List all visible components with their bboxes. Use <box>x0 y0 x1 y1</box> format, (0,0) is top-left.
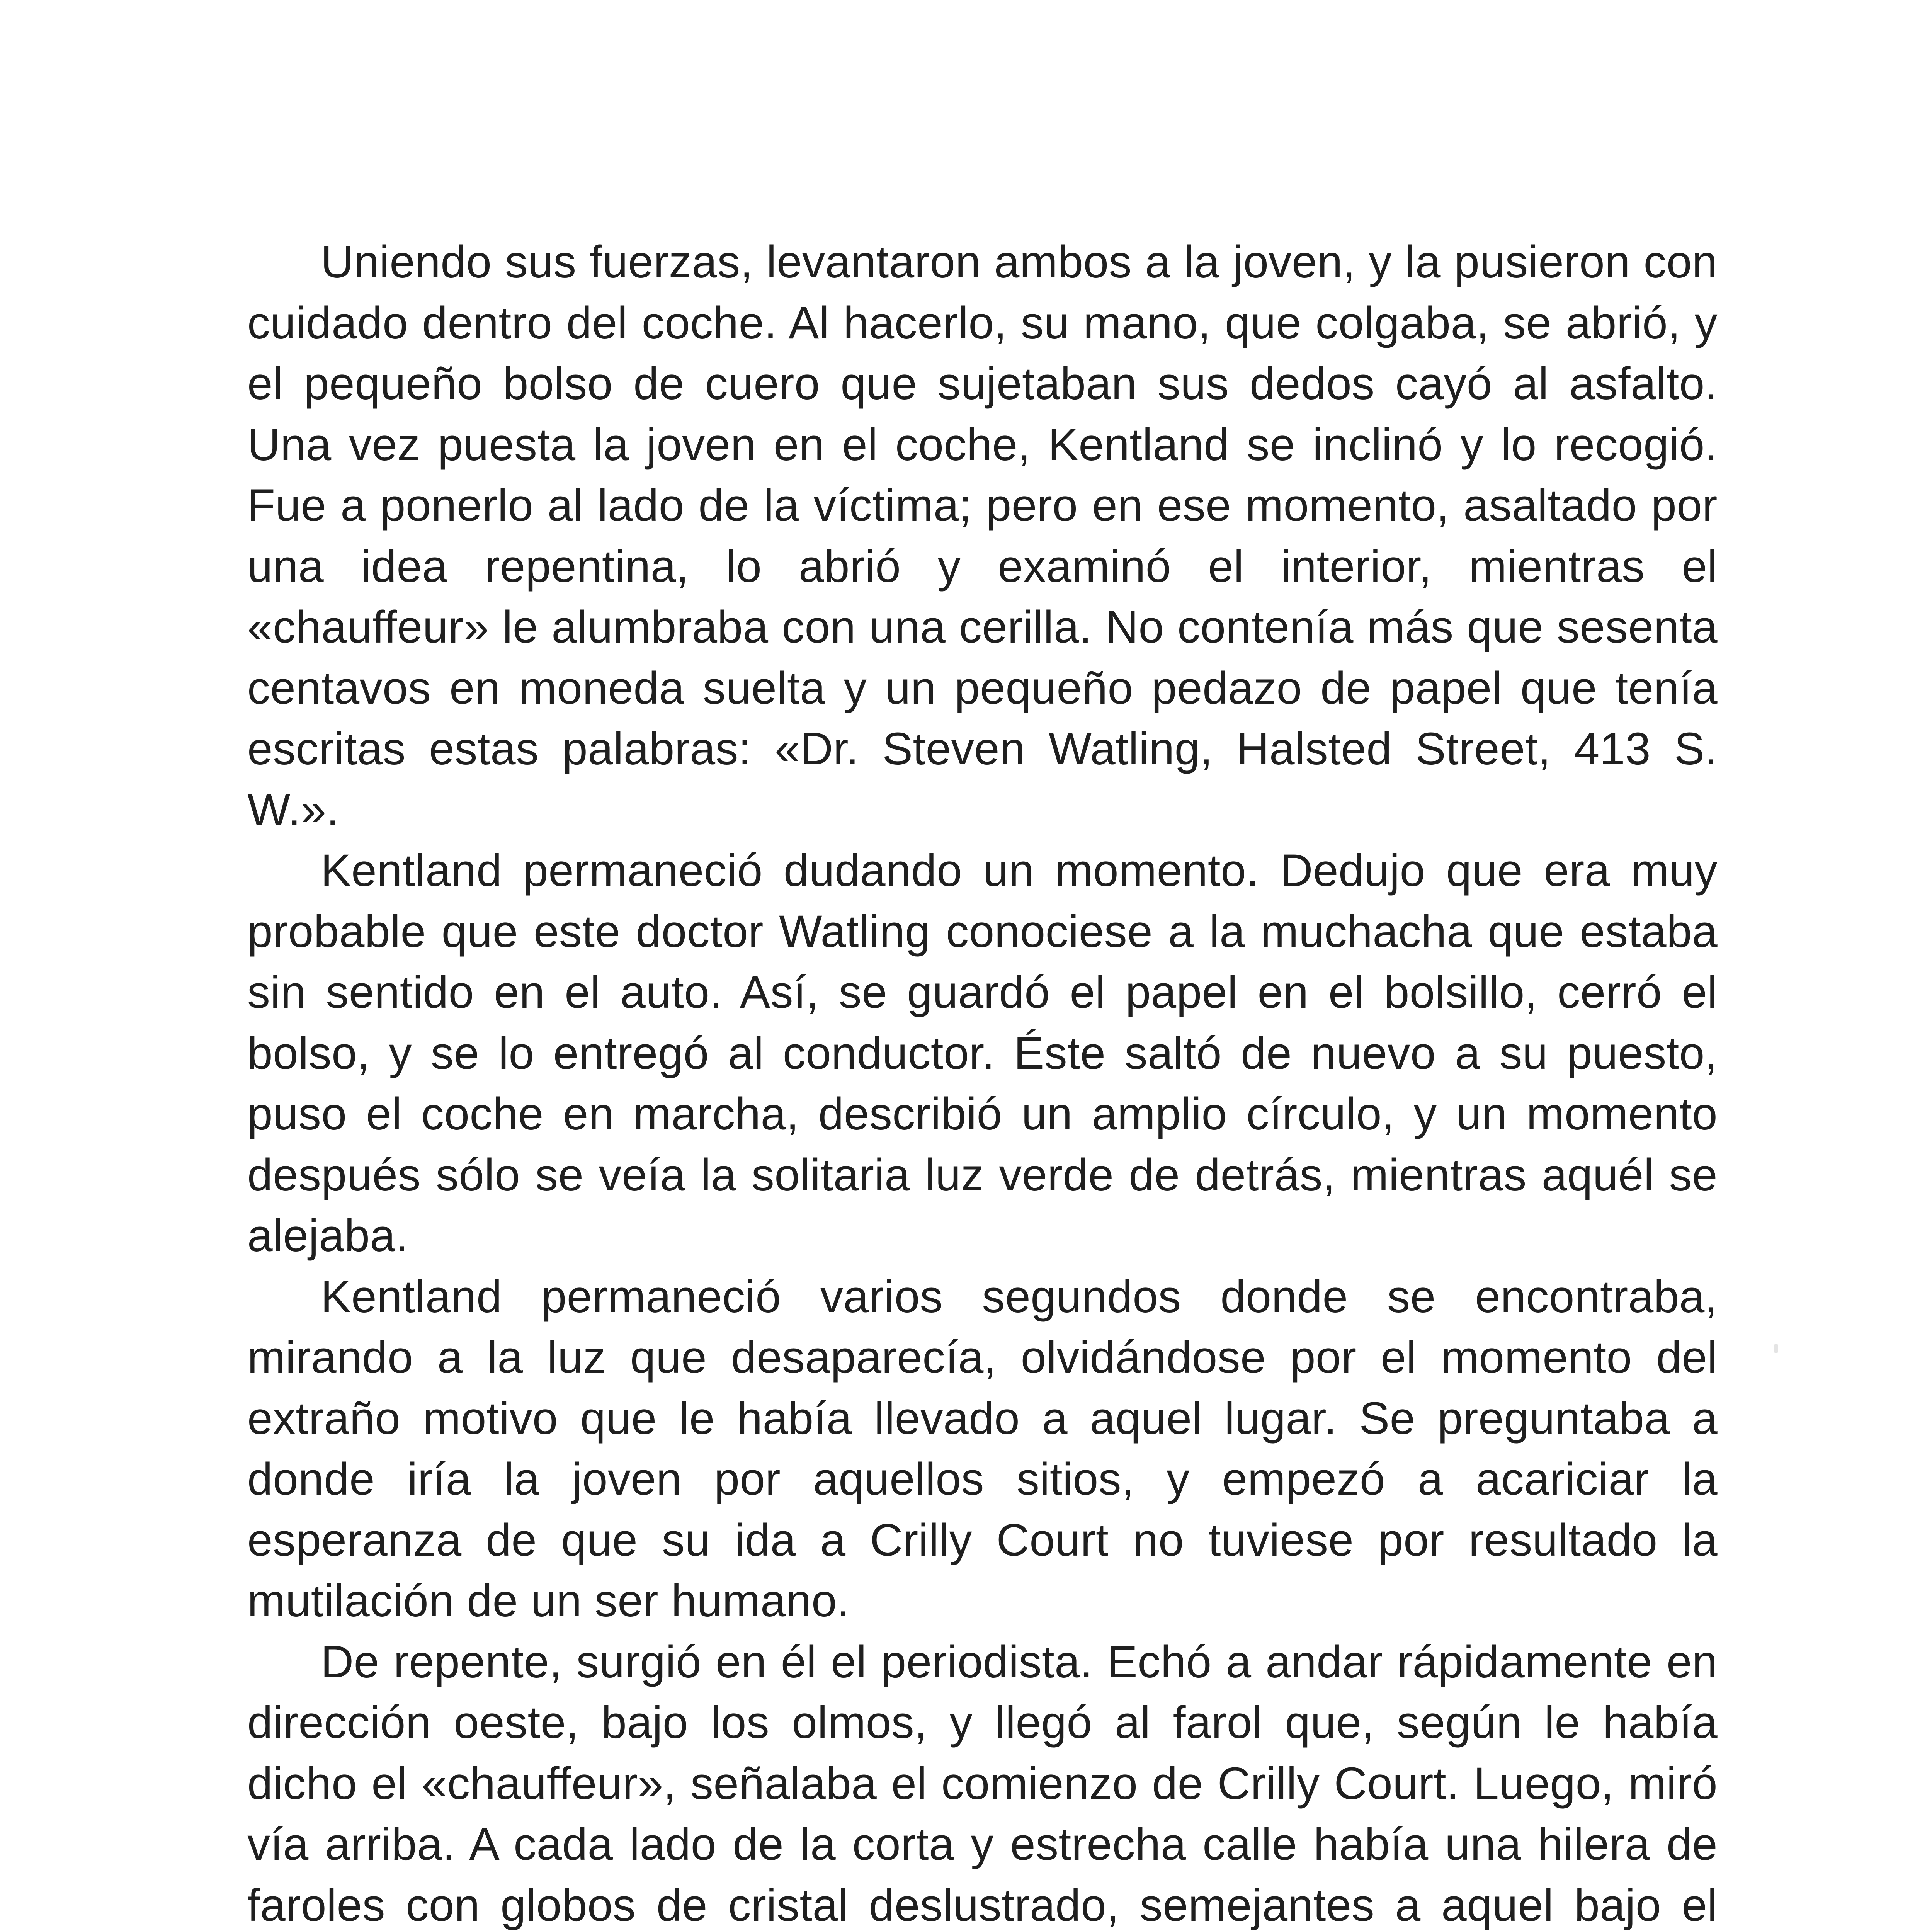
scan-speck <box>1774 1344 1778 1353</box>
paragraph-1: Uniendo sus fuerzas, levantaron ambos a la joven, y la pusieron con cuidado dentro del coche. Al hacerlo, su mano, que colgaba, se abrió, y el pequeño bolso de cuero que sujetaban sus dedos cayó al asfalto. Una vez puesta la joven en el coche, Kentland se inclinó y lo recogió. Fue a ponerlo al lado de la víctima; pero en ese momento, asaltado por una idea repentina, lo abrió y examinó el interior, mientras el «chauffeur» le alumbraba con una cerilla. No contenía más que sesenta centavos en moneda suelta y un pequeño pedazo de papel que tenía escritas estas palabras: «Dr. Steven Watling, Halsted Street, 413 S. W.». <box>247 236 1718 835</box>
paragraph-2: Kentland permaneció dudando un momento. Dedujo que era muy probable que este doctor Watling conociese a la muchacha que estaba sin sentido en el auto. Así, se guardó el papel en el bolsillo, cerró el bolso, y se lo entregó al conductor. Éste saltó de nuevo a su puesto, puso el coche en marcha, describió un amplio círculo, y un momento después sólo se veía la solitaria luz verde de detrás, mientras aquél se alejaba. <box>247 845 1718 1261</box>
paragraph-4: De repente, surgió en él el periodista. Echó a andar rápidamente en dirección oeste, bajo los olmos, y llegó al farol que, según le había dicho el «chauffeur», señalaba el comienzo de Crilly Court. Luego, miró vía arriba. A cada lado de la corta y estrecha calle había una hilera de faroles con globos de cristal deslustrado, semejantes a aquel bajo el <box>247 1636 1718 1931</box>
paragraph-3: Kentland permaneció varios segundos donde se encontraba, mirando a la luz que desaparecía, olvidándose por el momento del extraño motivo que le había llevado a aquel lugar. Se preguntaba a donde iría la joven por aquellos sitios, y empezó a acariciar la esperanza de que su ida a Crilly Court no tuviese por resultado la mutilación de un ser humano. <box>247 1271 1718 1626</box>
body-text <box>247 232 1718 1932</box>
